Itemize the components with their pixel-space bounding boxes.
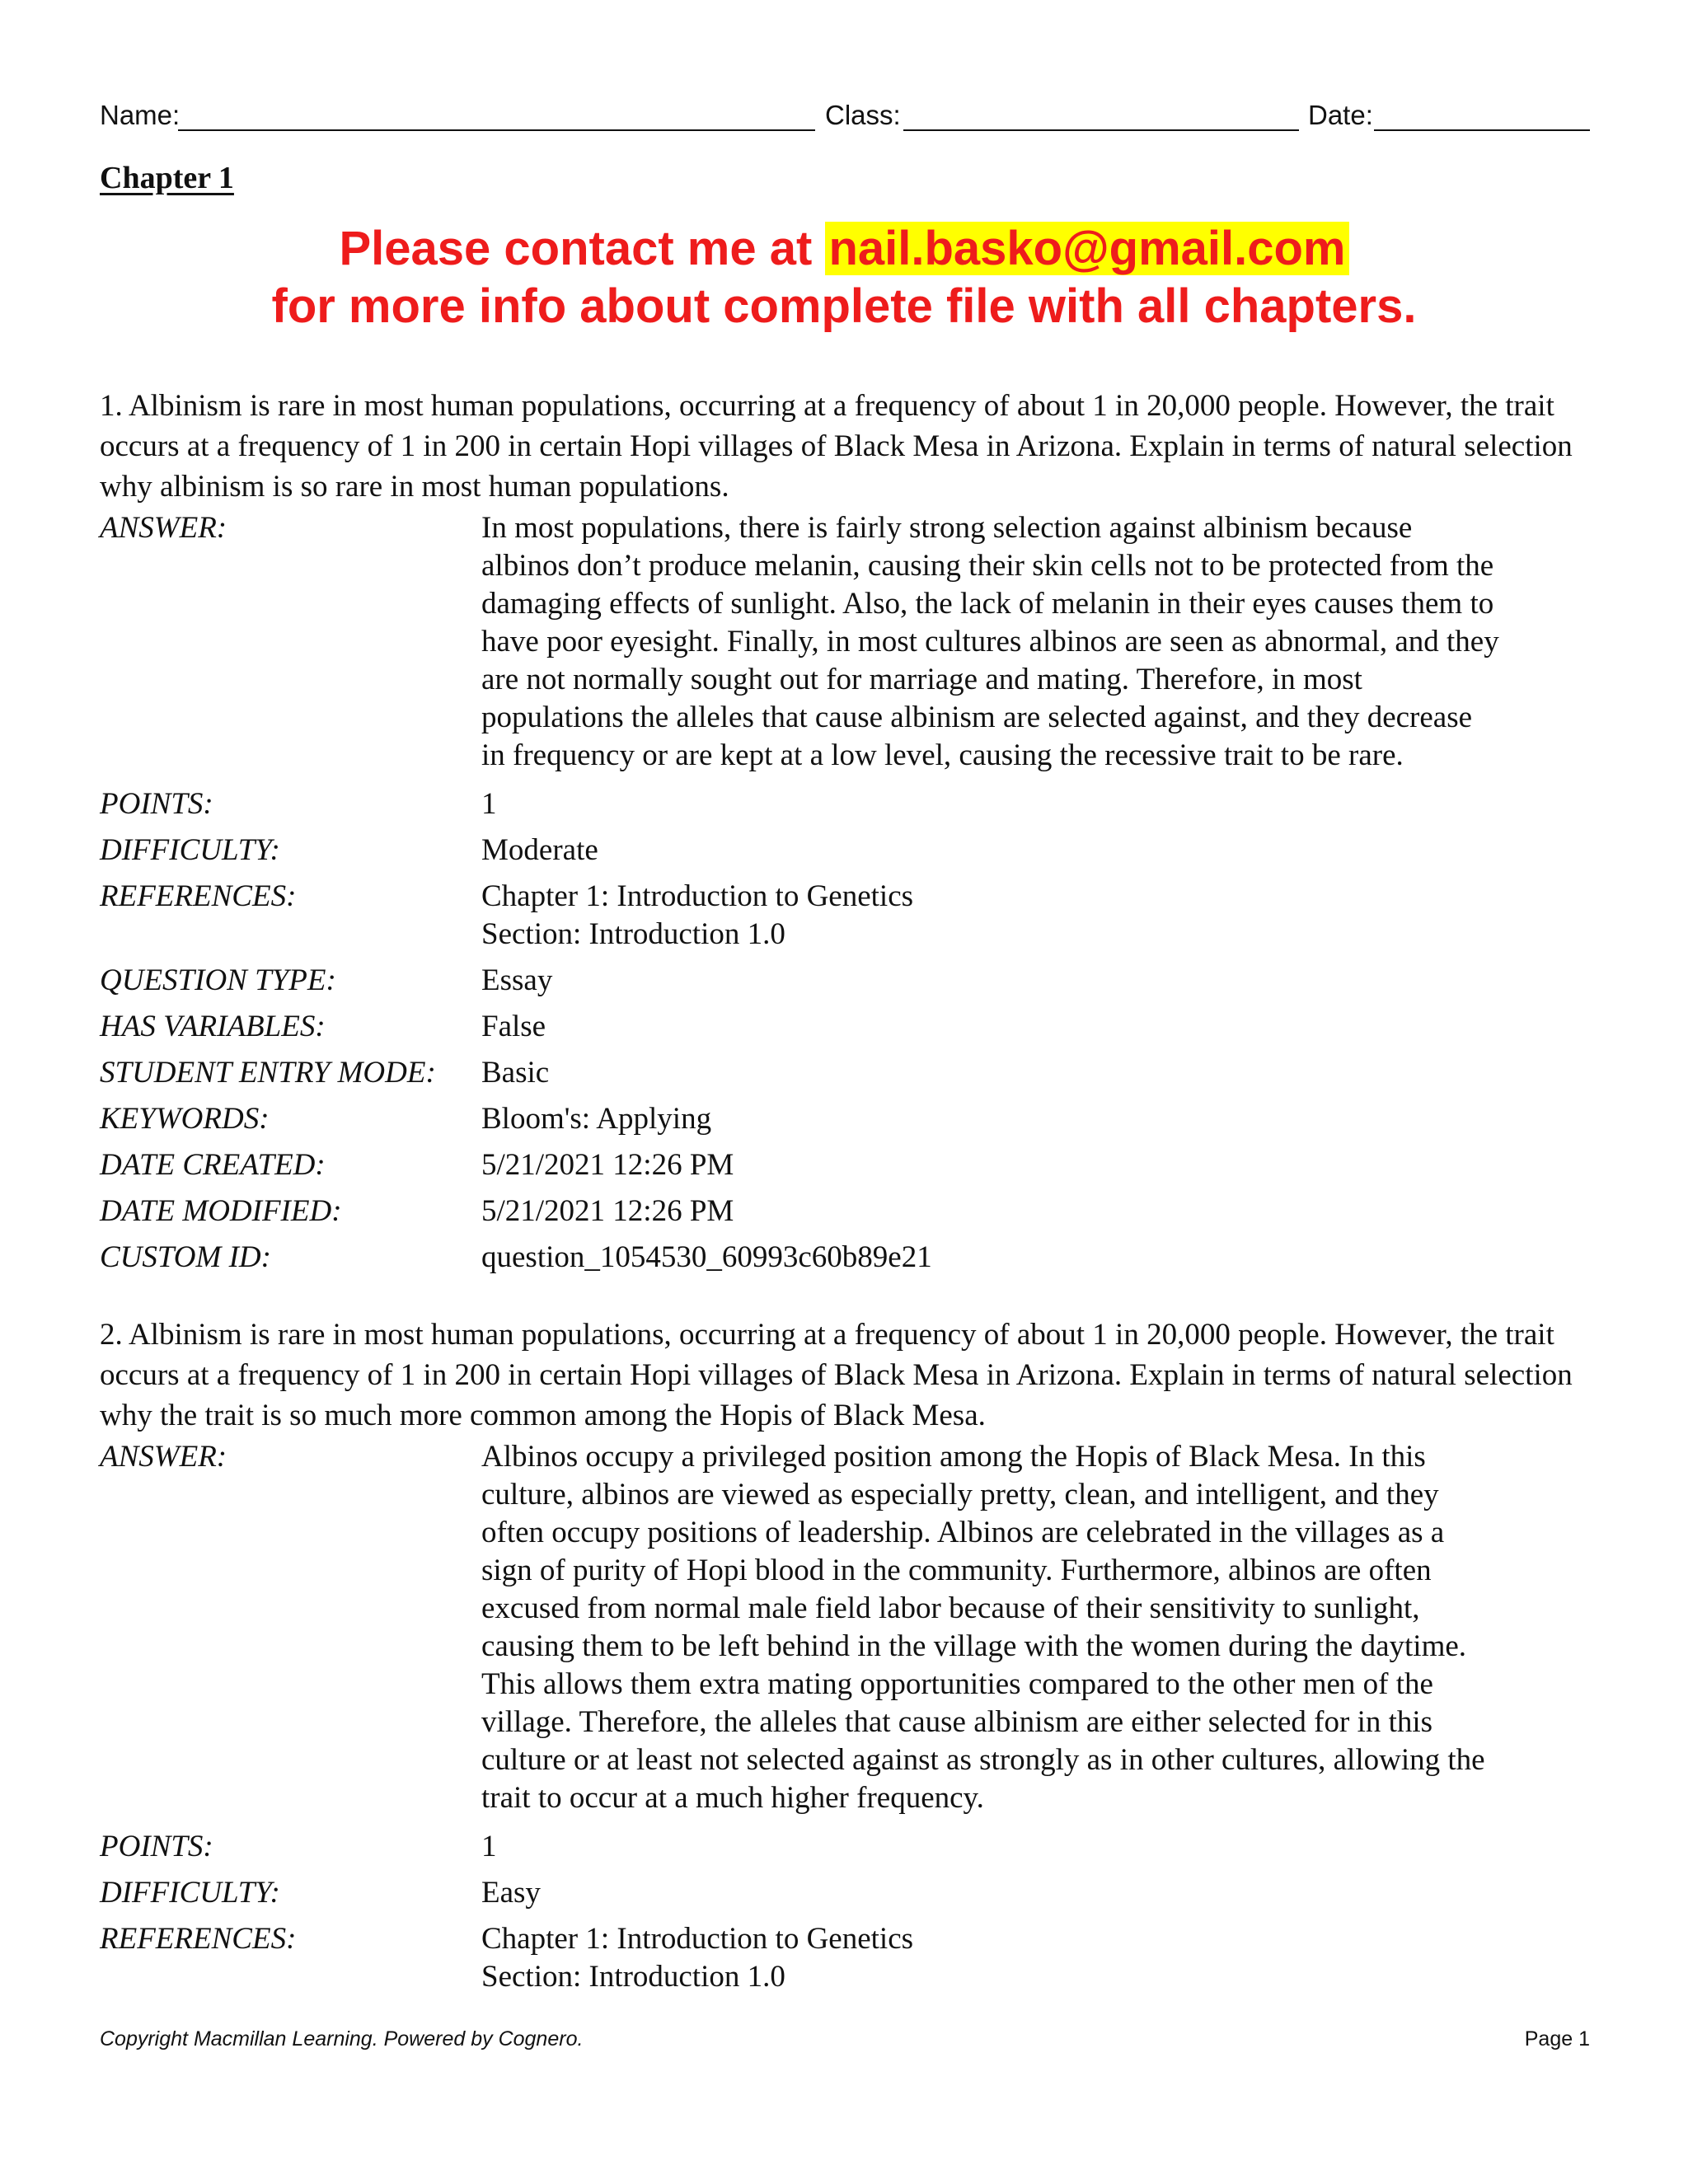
difficulty-label: DIFFICULTY:: [100, 833, 280, 867]
answer-line: causing them to be left behind in the village with the women during the daytime.: [481, 1629, 1467, 1663]
date-blank-line: [1374, 129, 1590, 131]
difficulty-label: DIFFICULTY:: [100, 1876, 280, 1910]
references-label: REFERENCES:: [100, 879, 297, 913]
promo-line-1: [0, 221, 1688, 277]
references-line: Chapter 1: Introduction to Genetics: [481, 879, 914, 913]
page-number: Page 1: [1524, 2027, 1590, 2050]
answer-line: culture, albinos are viewed as especially pretty, clean, and intelligent, and they: [481, 1478, 1439, 1511]
answer-line: This allows them extra mating opportunities compared to the other men of the: [481, 1667, 1433, 1701]
answer-line: damaging effects of sunlight. Also, the lack of melanin in their eyes causes them to: [481, 587, 1494, 621]
copyright-text: Copyright Macmillan Learning. Powered by Cognero.: [100, 2027, 584, 2050]
points-value: 1: [481, 787, 497, 821]
date-modified-label: DATE MODIFIED:: [100, 1194, 342, 1228]
difficulty-value: Easy: [481, 1876, 541, 1910]
class-label: Class:: [825, 100, 901, 130]
date-created-value: 5/21/2021 12:26 PM: [481, 1148, 734, 1182]
points-label: POINTS:: [100, 787, 213, 821]
has-variables-value: False: [481, 1010, 546, 1043]
name-blank-line: [178, 129, 815, 131]
answer-line: albinos don’t produce melanin, causing their skin cells not to be protected from the: [481, 549, 1494, 583]
answer-line: have poor eyesight. Finally, in most cultures albinos are seen as abnormal, and they: [481, 625, 1499, 658]
answer-line: Albinos occupy a privileged position among the Hopis of Black Mesa. In this: [481, 1440, 1426, 1474]
chapter-title: Chapter 1: [100, 161, 234, 195]
answer-line: In most populations, there is fairly strong selection against albinism because: [481, 511, 1413, 545]
answer-line: village. Therefore, the alleles that cause albinism are either selected for in this: [481, 1705, 1433, 1739]
answer-line: trait to occur at a much higher frequency.: [481, 1781, 984, 1815]
answer-text: [481, 509, 1590, 775]
question-type-label: QUESTION TYPE:: [100, 963, 336, 997]
date-created-label: DATE CREATED:: [100, 1148, 326, 1182]
class-blank-line: [903, 129, 1299, 131]
keywords-label: KEYWORDS:: [100, 1102, 270, 1136]
answer-line: are not normally sought out for marriage and mating. Therefore, in most: [481, 663, 1362, 696]
date-modified-value: 5/21/2021 12:26 PM: [481, 1194, 734, 1228]
question-2-text: 2. Albinism is rare in most human populations, occurring at a frequency of about 1 in 20,000 people. However, the trait occurs at a frequency of 1 in 200 in certain Hopi villages of Black Mesa in Arizona. Explain in terms of natural selection why the trait is so much more common among the Hopis of Black Mesa.: [100, 1318, 1573, 1432]
references-value: [481, 1920, 1590, 1996]
question-type-value: Essay: [481, 963, 553, 997]
answer-label: ANSWER:: [100, 511, 227, 545]
answer-line: in frequency or are kept at a low level, causing the recessive trait to be rare.: [481, 738, 1404, 772]
points-value: 1: [481, 1830, 497, 1863]
promo-line-2: for more info about complete file with all chapters.: [271, 279, 1417, 333]
references-line: Section: Introduction 1.0: [481, 1960, 785, 1994]
answer-label: ANSWER:: [100, 1440, 227, 1474]
difficulty-value: Moderate: [481, 833, 598, 867]
custom-id-label: CUSTOM ID:: [100, 1240, 271, 1274]
references-value: [481, 878, 1590, 954]
answer-line: culture or at least not selected against as strongly as in other cultures, allowing the: [481, 1743, 1485, 1777]
promo-prefix: Please contact me at: [339, 222, 826, 275]
references-label: REFERENCES:: [100, 1922, 297, 1956]
references-line: Chapter 1: Introduction to Genetics: [481, 1922, 914, 1956]
answer-text: [481, 1438, 1590, 1817]
references-line: Section: Introduction 1.0: [481, 917, 785, 951]
question-1-text: 1. Albinism is rare in most human populations, occurring at a frequency of about 1 in 20,000 people. However, the trait occurs at a frequency of 1 in 200 in certain Hopi villages of Black Mesa in Arizona. Explain in terms of natural selection why albinism is so rare in most human populations.: [100, 389, 1573, 504]
student-entry-mode-value: Basic: [481, 1056, 550, 1090]
promo-email[interactable]: nail.basko@gmail.com: [825, 222, 1348, 275]
answer-line: populations the alleles that cause albinism are selected against, and they decrease: [481, 701, 1473, 734]
points-label: POINTS:: [100, 1830, 213, 1863]
student-entry-mode-label: STUDENT ENTRY MODE:: [100, 1056, 436, 1090]
answer-line: sign of purity of Hopi blood in the community. Furthermore, albinos are often: [481, 1554, 1432, 1587]
answer-line: excused from normal male field labor because of their sensitivity to sunlight,: [481, 1591, 1420, 1625]
header-fields: [100, 99, 1590, 140]
answer-line: often occupy positions of leadership. Albinos are celebrated in the villages as a: [481, 1516, 1445, 1549]
custom-id-value: question_1054530_60993c60b89e21: [481, 1240, 932, 1274]
date-label: Date:: [1308, 100, 1373, 130]
has-variables-label: HAS VARIABLES:: [100, 1010, 326, 1043]
keywords-value: Bloom's: Applying: [481, 1102, 712, 1136]
name-label: Name:: [100, 100, 181, 130]
